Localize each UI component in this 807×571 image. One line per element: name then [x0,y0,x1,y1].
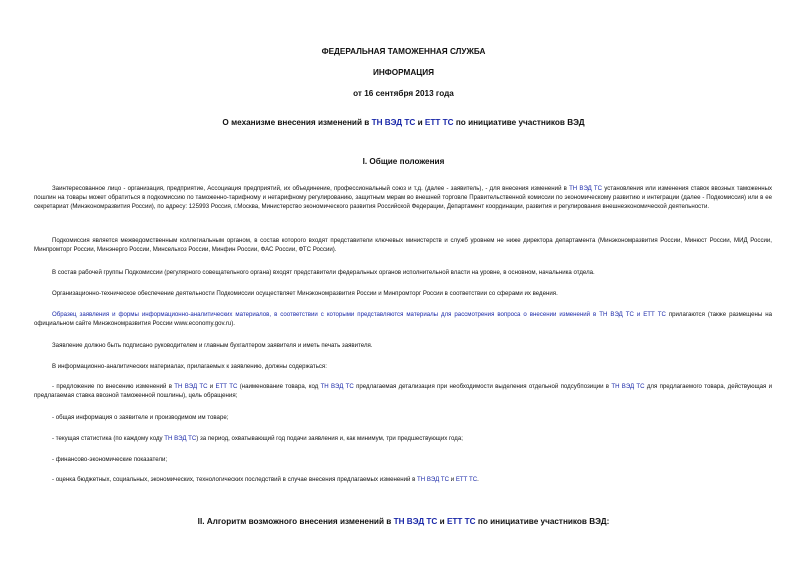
ett-link[interactable]: ЕТТ ТС [446,517,476,526]
title-text: О механизме внесения изменений в [222,118,372,127]
paragraph-text: ) за период, охватывающий год подачи заявления и, как минимум, три предшествующих года; [196,435,463,442]
document-type-heading: ИНФОРМАЦИЯ [373,68,434,77]
document-title [0,118,807,127]
section-text: II. Алгоритм возможного внесения изменений в [197,517,394,526]
paragraph-text: Заинтересованное лицо - организация, предприятие, Ассоциация предприятий, их объединение, профессиональный союз и т.д. (далее - заявитель), - для внесения изменений в [52,185,570,192]
section-heading [0,517,807,526]
paragraph: Организационно-техническое обеспечение деятельности Подкомиссии осуществляет Минэкономразвития России и Минпромторг России в соответствии со сферами их ведения. [52,290,558,297]
list-item [34,382,772,400]
paragraph: Подкомиссия является межведомственным коллегиальным органом, в состав которого входят представители ключевых министерств и служб уровнем не ниже директора департамента (Минэкономразвития России, Минюст России, МИД России, Минпромторг России, Минэнерго России, Минсельхоз России, Минфин России, ФАС России, ФТС России). [34,237,772,254]
paragraph [34,310,772,328]
tn-ved-link[interactable]: ТН ВЭД ТС [417,476,450,483]
list-item: - общая информация о заявителе и производимом им товаре; [52,414,229,421]
paragraph-text: - текущая статистика (по каждому коду [52,435,165,442]
paragraph-text: предлагаемая детализация при необходимости выделения отдельной подсубпозиции в [353,383,612,390]
paragraph-text: прилагаются (также размещены на официальном сайте Минэкономразвития России www.economy.gov.ru). [34,311,773,328]
paragraph: В состав рабочей группы Подкомиссии (регулярного совещательного органа) входят представители федеральных органов исполнительной власти на уровне, в основном, начальника отдела. [52,269,595,276]
section-heading: I. Общие положения [362,157,445,166]
paragraph-text: для предлагаемого товара, действующая и предлагаемая ставка ввозной таможенной пошлины), цель обращения; [34,383,772,400]
paragraph-text: - предложение по внесению изменений в [52,383,175,390]
ett-link[interactable]: ЕТТ ТС [215,383,238,390]
list-item [34,434,772,443]
document-date: от 16 сентября 2013 года [353,89,454,98]
title-text: и [415,118,425,127]
ett-link[interactable]: ЕТТ ТС [424,118,454,127]
paragraph [34,184,772,212]
paragraph-text: - оценка бюджетных, социальных, экономических, технологических последствий в случае внесения предлагаемых изменений в [52,476,418,483]
tn-ved-link[interactable]: ТН ВЭД ТС [320,383,354,390]
tn-ved-link[interactable]: ТН ВЭД ТС [393,517,438,526]
tn-ved-link[interactable]: ТН ВЭД ТС [174,383,208,390]
section-text: по инициативе участников ВЭД: [475,517,610,526]
list-item [34,475,772,484]
paragraph-text: и [449,476,456,483]
template-form-link[interactable]: Образец заявления и формы информационно-аналитических материалов, в соответствии с которыми представляются материалы для рассмотрения вопроса о внесении изменений в ТН ВЭД ТС и ЕТТ ТС [52,311,666,318]
list-item: - финансово-экономические показатели; [52,456,168,463]
paragraph-text: . [477,476,479,483]
ett-link[interactable]: ЕТТ ТС [455,476,478,483]
paragraph: В информационно-аналитических материалах, прилагаемых к заявлению, должны содержаться: [52,363,327,370]
paragraph: Заявление должно быть подписано руководителем и главным бухгалтером заявителя и иметь печать заявителя. [52,342,373,349]
paragraph-text: установления или изменения ставок ввозных таможенных пошлин на товары может обратиться в подкомиссию по таможенно-тарифному и нетарифному регулированию, защитным мерам во внешней торговле Правительственной комиссии по экономическому развитию и интеграции (далее - Подкомиссия) или в ее секретариат (Минэкономразвития России), по адресу: 125993 Россия, г.Москва, Министерство экономического развития Российской Федерации, Департамент координации, развития и регулирования внешнеэкономической деятельности. [34,185,772,211]
tn-ved-link[interactable]: ТН ВЭД ТС [371,118,416,127]
tn-ved-link[interactable]: ТН ВЭД ТС [164,435,197,442]
title-text: по инициативе участников ВЭД [453,118,585,127]
agency-heading: ФЕДЕРАЛЬНАЯ ТАМОЖЕННАЯ СЛУЖБА [321,47,486,56]
paragraph-text: (наименование товара, код [237,383,321,390]
paragraph-text: и [207,383,216,390]
section-text: и [437,517,447,526]
tn-ved-link[interactable]: ТН ВЭД ТС [611,383,645,390]
tn-ved-link[interactable]: ТН ВЭД ТС [569,185,603,192]
